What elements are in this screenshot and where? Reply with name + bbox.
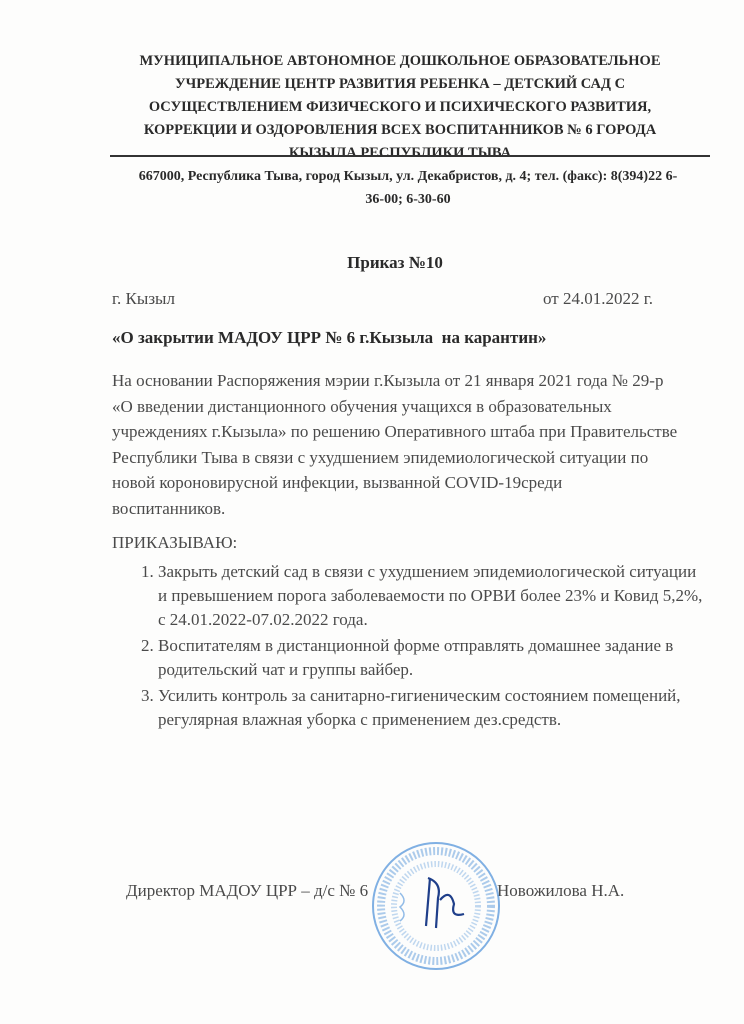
- order-item: 1. Закрыть детский сад в связи с ухудшением эпидемиологической ситуации и превышением порога заболеваемости по ОРВИ более 23% и Ковид 5,2%, с 24.01.2022-07.02.2022 года.: [158, 560, 703, 632]
- order-date: от 24.01.2022 г.: [543, 289, 654, 308]
- org-line: УЧРЕЖДЕНИЕ ЦЕНТР РАЗВИТИЯ РЕБЕНКА – ДЕТСКИЙ САД С: [174, 76, 626, 92]
- official-stamp: [370, 838, 502, 974]
- basis-line: На основании Распоряжения мэрии г.Кызыла от 21 января 2021 года № 29-р: [112, 371, 664, 390]
- basis-line: новой короновирусной инфекции, вызванной COVID-19среди: [112, 473, 563, 492]
- org-line: КЫЗЫЛА РЕСПУБЛИКИ ТЫВА: [288, 145, 512, 161]
- signatory-position: Директор МАДОУ ЦРР – д/с № 6: [126, 881, 369, 900]
- header-divider: [110, 155, 710, 157]
- order-subject: «О закрытии МАДОУ ЦРР № 6 г.Кызыла на карантин»: [112, 328, 547, 347]
- basis-line: Республики Тыва в связи с ухудшением эпидемиологической ситуации по: [112, 447, 649, 467]
- order-title: Приказ №10: [347, 253, 443, 272]
- order-item: 3. Усилить контроль за санитарно-гигиеническим состоянием помещений, регулярная влажная уборка с применением дез.средств.: [158, 684, 703, 732]
- address-line: 36-00; 6-30-60: [365, 192, 451, 207]
- order-word: ПРИКАЗЫВАЮ:: [112, 533, 238, 552]
- org-line: КОРРЕКЦИИ И ОЗДОРОВЛЕНИЯ ВСЕХ ВОСПИТАННИКОВ № 6 ГОРОДА: [143, 122, 657, 138]
- address-line: 667000, Республика Тыва, город Кызыл, ул. Декабристов, д. 4; тел. (факс): 8(394)22 6-: [138, 169, 678, 184]
- org-line: МУНИЦИПАЛЬНОЕ АВТОНОМНОЕ ДОШКОЛЬНОЕ ОБРАЗОВАТЕЛЬНОЕ: [139, 53, 661, 69]
- org-line: ОСУЩЕСТВЛЕНИЕМ ФИЗИЧЕСКОГО И ПСИХИЧЕСКОГО РАЗВИТИЯ,: [148, 99, 652, 115]
- signatory-name: Новожилова Н.А.: [497, 881, 625, 900]
- address: [108, 165, 708, 211]
- basis-paragraph: [112, 368, 677, 521]
- basis-line: «О введении дистанционного обучения учащихся в образовательных: [112, 396, 612, 416]
- order-city: г. Кызыл: [112, 289, 175, 308]
- order-item: 2. Воспитателям в дистанционной форме отправлять домашнее задание в родительский чат и группы вайбер.: [158, 634, 703, 682]
- order-items: [112, 560, 703, 734]
- basis-line: учреждениях г.Кызыла» по решению Оперативного штаба при Правительстве: [112, 422, 678, 441]
- organization-header: [100, 50, 700, 165]
- signature-mark: [426, 878, 464, 928]
- basis-line: воспитанников.: [112, 498, 226, 518]
